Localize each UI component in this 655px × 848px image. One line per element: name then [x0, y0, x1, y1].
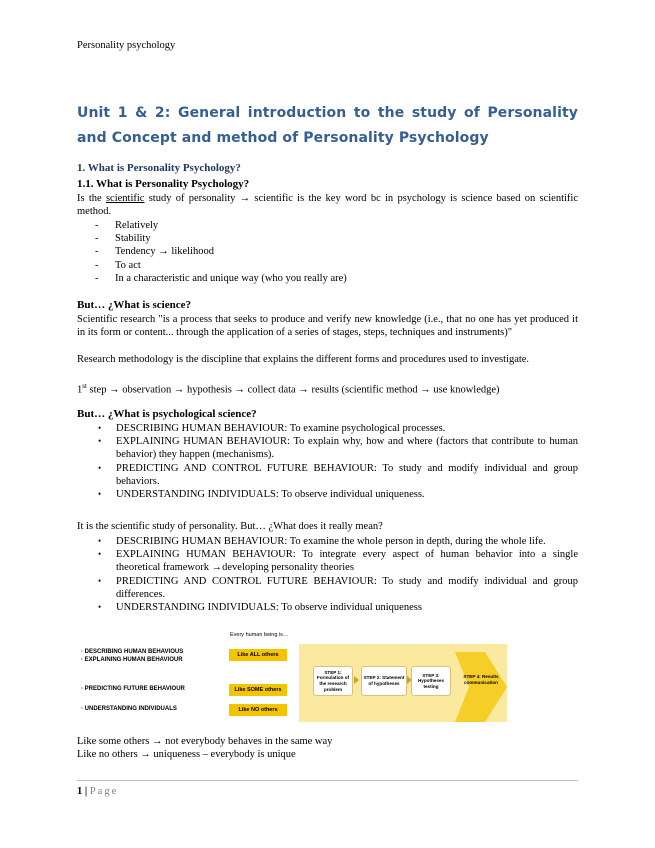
list-item: • DESCRIBING HUMAN BEHAVIOUR: To examine psychological processes.	[98, 423, 446, 434]
list-item: • EXPLAINING HUMAN BEHAVIOUR: To integrate every aspect of human behavior into a single theoretical framework →developing personality theories	[98, 549, 578, 574]
footer-divider	[77, 780, 578, 781]
list-item: • DESCRIBING HUMAN BEHAVIOUR: To examine the whole person in depth, during the whole life.	[98, 536, 546, 547]
closing-line-1: Like some others → not everybody behaves in the same way	[77, 736, 333, 747]
list-item: - In a characteristic and unique way (who you really are)	[95, 272, 347, 284]
arrow-right-icon	[354, 676, 359, 684]
step-1-box: STEP 1: Formulation of the research problem	[313, 666, 353, 696]
document-title: Unit 1 & 2: General introduction to the study of Personality and Concept and method of Personality Psychology	[77, 105, 578, 146]
step-3-box: STEP 3: Hypotheses testing	[411, 666, 451, 696]
personality-list	[98, 535, 578, 614]
personality-diagram	[77, 632, 507, 722]
intro-paragraph: Is the scientific study of personality → scientific is the key word bc in psychology is science based on scientific method.	[77, 193, 578, 218]
list-item: • UNDERSTANDING INDIVIDUALS: To observe individual uniqueness.	[98, 489, 425, 501]
diagram-label-explaining: · EXPLAINING HUMAN BEHAVIOUR	[81, 657, 183, 663]
diagram-top-label: Every human being is…	[230, 632, 289, 638]
list-item: - To act	[95, 259, 141, 271]
traits-list	[95, 219, 578, 285]
steps-line: 1st step → observation → hypothesis → collect data → results (scientific method → use knowledge)	[77, 382, 500, 396]
list-item: • EXPLAINING HUMAN BEHAVIOUR: To explain why, how and where (factors that contribute to human behavior) they happen (mechanisms).	[98, 436, 578, 461]
closing-line-2: Like no others → uniqueness – everybody is unique	[77, 749, 296, 760]
box-like-all: Like ALL others	[229, 649, 287, 661]
list-item: - Stability	[95, 233, 151, 245]
step-4-box: STEP 4: Results communication	[463, 674, 499, 685]
scientific-underlined: scientific	[105, 193, 145, 204]
list-item: • UNDERSTANDING INDIVIDUALS: To observe individual uniqueness	[98, 602, 422, 614]
diagram-label-describing: · DESCRIBING HUMAN BEHAVIOUS	[81, 649, 184, 655]
diagram-label-understanding: · UNDERSTANDING INDIVIDUALS	[81, 706, 177, 712]
page-number: 1	[77, 786, 83, 797]
running-header: Personality psychology	[77, 40, 176, 51]
list-item: • PREDICTING AND CONTROL FUTURE BEHAVIOUR: To study and modify individual and group differences.	[98, 575, 578, 600]
science-heading: But… ¿What is science?	[77, 299, 191, 311]
diagram-label-predicting: · PREDICTING FUTURE BEHAVIOUR	[81, 686, 185, 692]
list-item: • PREDICTING AND CONTROL FUTURE BEHAVIOUR: To study and modify individual and group behaviors.	[98, 462, 578, 487]
science-paragraph-2: Research methodology is the discipline that explains the different forms and procedures used to investigate.	[77, 354, 530, 365]
personality-intro: It is the scientific study of personality. But… ¿What does it really mean?	[77, 521, 383, 532]
section-1-heading: 1. What is Personality Psychology?	[77, 162, 241, 174]
science-paragraph-1: Scientific research "is a process that seeks to produce and verify new knowledge (i.e., that no one has yet produced it in its form or content... through the application of a series of stages, steps, techniques and instruments)"	[77, 314, 578, 339]
psy-science-list	[98, 422, 578, 501]
list-item: - Tendency → likelihood	[95, 246, 214, 258]
page-footer: 1 | Page	[77, 786, 119, 797]
psy-science-heading: But… ¿What is psychological science?	[77, 408, 257, 420]
box-like-some: Like SOME others	[229, 684, 287, 696]
box-like-no: Like NO others	[229, 704, 287, 716]
section-1-1-heading: 1.1. What is Personality Psychology?	[77, 178, 250, 190]
page-word: Page	[89, 786, 119, 797]
list-item: - Relatively	[95, 220, 159, 231]
step-2-box: STEP 2: Statement of hypotheses	[361, 666, 407, 696]
